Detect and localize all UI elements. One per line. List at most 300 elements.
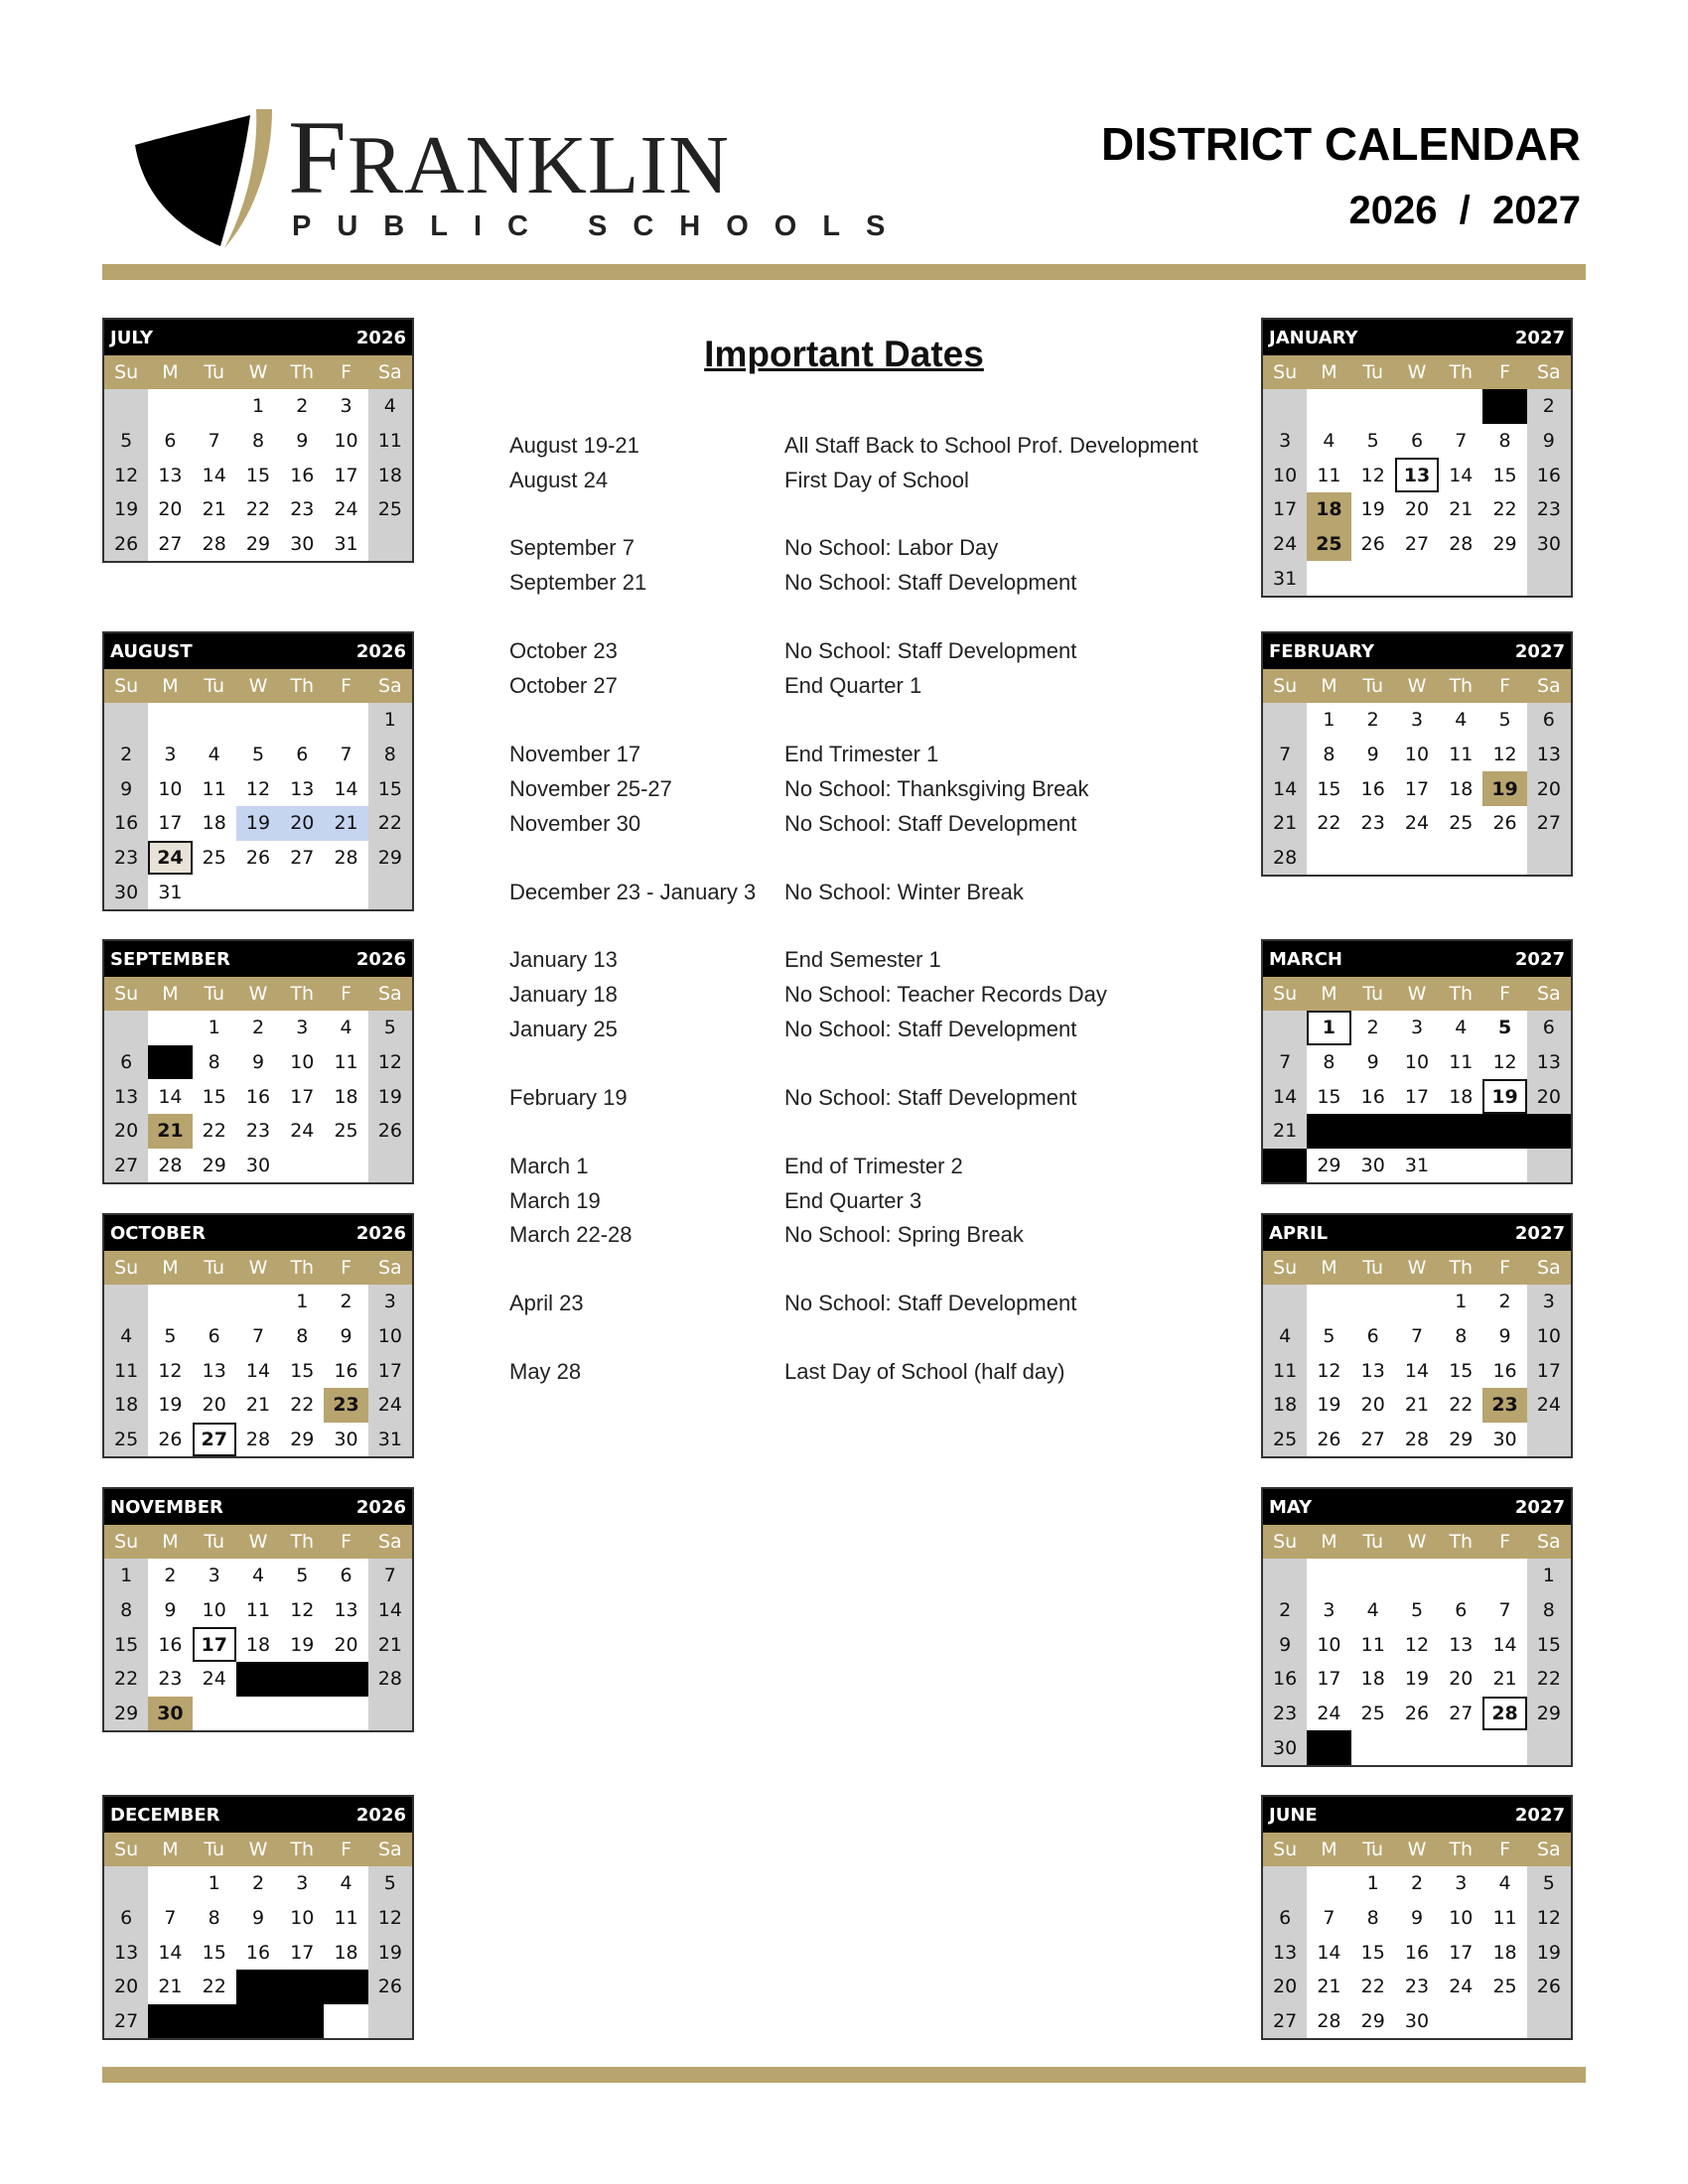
day-cell: 14	[1263, 1079, 1307, 1114]
weekday-label: Tu	[204, 1531, 225, 1553]
weekday-label: F	[1499, 1839, 1511, 1860]
day-cell: 10	[1527, 1319, 1571, 1354]
day-cell: 25	[1263, 1423, 1307, 1457]
day-cell: 1	[1307, 1011, 1350, 1045]
month-header	[104, 941, 412, 977]
day-cell: 16	[245, 1941, 271, 1964]
day-cell: 29	[1492, 533, 1517, 556]
weekday-label: Tu	[204, 675, 225, 697]
weekday-label: Th	[290, 1257, 315, 1279]
day-cell: 22	[202, 1120, 226, 1143]
empty-day-cell	[1263, 389, 1307, 424]
day-cell: 9	[251, 1051, 265, 1074]
month-name: DECEMBER	[110, 1804, 220, 1826]
day-cell: 14	[1449, 464, 1474, 486]
day-cell: 16	[1263, 1662, 1307, 1697]
day-cell: 3	[1263, 424, 1307, 459]
day-cell: 20	[1263, 1970, 1307, 2004]
day-cell: 15	[104, 1627, 148, 1662]
day-cell: 24	[290, 1120, 315, 1143]
month-calendar-february	[1261, 631, 1573, 877]
empty-day-cell	[148, 703, 192, 738]
empty-day-cell	[1439, 389, 1482, 424]
weekday-label: W	[248, 1257, 268, 1279]
day-cell: 25	[104, 1423, 148, 1457]
day-cell: 21	[1492, 1668, 1517, 1691]
day-cell: 11	[202, 777, 226, 800]
day-cell: 19	[290, 1633, 315, 1656]
weekday-label: M	[1321, 675, 1337, 697]
day-cell: 21	[245, 1394, 271, 1417]
event-description: End Trimester 1	[784, 742, 939, 766]
day-cell: 20	[202, 1394, 226, 1417]
day-cell: 21	[368, 1627, 412, 1662]
empty-day-cell	[1395, 389, 1439, 424]
month-header	[104, 1797, 412, 1833]
empty-day-cell	[1527, 561, 1571, 596]
weekday-label: F	[341, 1839, 352, 1860]
day-cell: 19	[1360, 498, 1385, 521]
day-cell: 27	[1263, 2004, 1307, 2039]
day-cell: 7	[1455, 430, 1468, 453]
day-cell: 26	[104, 527, 148, 562]
weekday-header-row	[1263, 977, 1571, 1011]
day-cell: 16	[1527, 458, 1571, 492]
empty-day-cell	[1351, 561, 1395, 596]
day-cell: 9	[251, 1907, 265, 1930]
day-cell: 10	[1317, 1633, 1341, 1656]
month-name: JULY	[110, 327, 154, 348]
day-cell: 25	[1449, 812, 1474, 835]
day-cell: 25	[1360, 1703, 1385, 1725]
month-calendar-may	[1261, 1487, 1573, 1767]
weekday-label: Tu	[1362, 983, 1384, 1005]
day-cell: 24	[280, 1970, 324, 2004]
event-date: September 7	[509, 535, 634, 560]
day-cell: 28	[1449, 533, 1474, 556]
day-cell: 29	[1360, 2010, 1385, 2033]
day-grid	[104, 1011, 412, 1182]
empty-day-cell	[368, 527, 412, 562]
day-cell: 24	[1404, 812, 1430, 835]
day-cell: 21	[1449, 498, 1474, 521]
empty-day-cell	[1263, 703, 1307, 738]
day-cell: 2	[1410, 1872, 1424, 1895]
empty-day-cell	[236, 1697, 280, 1731]
event-description: Last Day of School (half day)	[784, 1359, 1065, 1384]
day-cell: 17	[1527, 1353, 1571, 1388]
month-header	[1263, 1797, 1571, 1833]
month-year: 2026	[355, 1222, 406, 1244]
day-cell: 31	[280, 2004, 324, 2039]
day-cell: 8	[208, 1051, 220, 1074]
event-description: No School: Staff Development	[784, 638, 1077, 663]
event-date: March 1	[509, 1154, 589, 1178]
day-cell: 9	[1263, 1627, 1307, 1662]
day-cell: 23	[104, 841, 148, 876]
weekday-label: Sa	[377, 1531, 402, 1553]
brand-name: FRANKLIN	[288, 99, 730, 215]
weekday-label: F	[1499, 1531, 1511, 1553]
empty-day-cell	[104, 703, 148, 738]
day-cell: 23	[1360, 812, 1385, 835]
day-cell: 28	[1317, 2010, 1341, 2033]
weekday-label: F	[1499, 983, 1511, 1005]
empty-day-cell	[280, 875, 324, 909]
day-cell: 6	[296, 744, 309, 766]
day-cell: 27	[290, 847, 315, 870]
empty-day-cell	[1351, 841, 1395, 876]
day-cell: 21	[324, 806, 367, 841]
day-cell: 15	[1317, 1085, 1341, 1108]
day-cell: 2	[251, 1017, 265, 1039]
day-cell: 7	[1498, 1599, 1511, 1622]
day-cell: 30	[1404, 2010, 1430, 2033]
empty-day-cell	[1307, 561, 1350, 596]
weekday-label: M	[1321, 1839, 1337, 1860]
weekday-header-row	[1263, 1525, 1571, 1559]
day-cell: 18	[1360, 1668, 1385, 1691]
day-cell: 29	[1317, 1155, 1341, 1177]
day-cell: 4	[340, 1017, 352, 1039]
weekday-label: F	[341, 983, 352, 1005]
empty-day-cell	[104, 1285, 148, 1319]
day-cell: 13	[1527, 1045, 1571, 1080]
day-cell: 3	[1410, 709, 1424, 732]
day-cell: 11	[245, 1599, 271, 1622]
day-cell: 21	[202, 498, 226, 521]
day-cell: 12	[158, 1359, 183, 1382]
month-name: SEPTEMBER	[110, 948, 230, 970]
empty-day-cell	[324, 875, 367, 909]
empty-day-cell	[1482, 841, 1526, 876]
day-cell: 21	[158, 1976, 183, 1998]
empty-day-cell	[1439, 2004, 1482, 2039]
weekday-header-row	[1263, 1833, 1571, 1866]
day-cell: 22	[1527, 1662, 1571, 1697]
day-cell: 17	[290, 1085, 315, 1108]
day-cell: 7	[1263, 1045, 1307, 1080]
event-description: No School: Spring Break	[784, 1222, 1024, 1247]
day-cell: 4	[1498, 1872, 1511, 1895]
day-cell: 8	[1527, 1593, 1571, 1628]
day-cell: 29	[202, 1155, 226, 1177]
day-cell: 29	[290, 1429, 315, 1451]
day-cell: 13	[202, 1359, 226, 1382]
day-cell: 18	[1449, 1085, 1474, 1108]
empty-day-cell	[236, 875, 280, 909]
month-header	[1263, 320, 1571, 355]
empty-day-cell	[148, 1011, 192, 1045]
empty-day-cell	[368, 1697, 412, 1731]
day-cell: 21	[1263, 806, 1307, 841]
empty-day-cell	[1395, 561, 1439, 596]
day-cell: 19	[158, 1394, 183, 1417]
day-cell: 10	[1263, 458, 1307, 492]
day-cell: 26	[1527, 1970, 1571, 2004]
day-cell: 7	[208, 430, 220, 453]
day-cell: 31	[158, 881, 183, 903]
day-cell: 29	[245, 533, 271, 556]
day-cell: 23	[158, 1668, 183, 1691]
weekday-label: Su	[1273, 1839, 1298, 1860]
day-cell: 27	[193, 1423, 236, 1457]
day-cell: 11	[334, 1051, 358, 1074]
weekday-header-row	[104, 1833, 412, 1866]
day-cell: 27	[104, 2004, 148, 2039]
weekday-label: W	[248, 983, 268, 1005]
weekday-label: Su	[1273, 1257, 1298, 1279]
empty-day-cell	[1439, 1559, 1482, 1593]
day-cell: 15	[1527, 1627, 1571, 1662]
day-grid	[1263, 1559, 1571, 1765]
weekday-label: Th	[1449, 1839, 1474, 1860]
day-cell: 2	[1366, 709, 1379, 732]
day-cell: 7	[148, 1045, 192, 1080]
day-cell: 25	[202, 847, 226, 870]
weekday-label: M	[162, 675, 179, 697]
day-cell: 13	[158, 464, 183, 486]
weekday-label: Tu	[204, 1257, 225, 1279]
day-cell: 1	[251, 395, 265, 418]
empty-day-cell	[324, 1697, 367, 1731]
empty-day-cell	[1263, 1559, 1307, 1593]
day-cell: 26	[1492, 812, 1517, 835]
day-cell: 14	[334, 777, 358, 800]
day-cell: 31	[1307, 1730, 1350, 1765]
empty-day-cell	[280, 703, 324, 738]
day-cell: 15	[202, 1941, 226, 1964]
day-cell: 25	[368, 492, 412, 527]
day-cell: 28	[245, 1429, 271, 1451]
day-cell: 28	[1482, 1697, 1526, 1731]
day-grid	[104, 389, 412, 561]
empty-day-cell	[1351, 1559, 1395, 1593]
weekday-label: Su	[114, 1531, 139, 1553]
day-cell: 27	[104, 1149, 148, 1183]
event-date: January 18	[509, 982, 618, 1007]
day-cell: 28	[334, 847, 358, 870]
month-name: APRIL	[1269, 1222, 1329, 1244]
day-cell: 12	[1527, 1901, 1571, 1936]
day-cell: 1	[1366, 1872, 1379, 1895]
day-cell: 2	[1366, 1017, 1379, 1039]
day-cell: 5	[104, 424, 148, 459]
day-cell: 20	[334, 1633, 358, 1656]
day-cell: 1	[1455, 1291, 1468, 1313]
day-cell: 28	[1263, 841, 1307, 876]
day-cell: 2	[296, 395, 309, 418]
day-cell: 12	[245, 777, 271, 800]
weekday-label: M	[1321, 1531, 1337, 1553]
day-cell: 23	[1404, 1976, 1430, 1998]
day-cell: 22	[245, 498, 271, 521]
day-cell: 5	[251, 744, 265, 766]
day-cell: 13	[104, 1935, 148, 1970]
empty-day-cell	[324, 1149, 367, 1183]
month-year: 2026	[355, 327, 406, 348]
empty-day-cell	[1439, 841, 1482, 876]
weekday-label: Sa	[1536, 675, 1561, 697]
day-cell: 14	[1263, 771, 1307, 806]
day-cell: 6	[1527, 703, 1571, 738]
day-cell: 15	[368, 771, 412, 806]
event-date: August 19-21	[509, 433, 639, 458]
day-cell: 26	[1317, 1429, 1341, 1451]
weekday-label: Su	[114, 675, 139, 697]
day-cell: 25	[324, 1970, 367, 2004]
day-cell: 21	[1404, 1394, 1430, 1417]
day-cell: 8	[1366, 1907, 1379, 1930]
day-cell: 30	[1527, 527, 1571, 562]
day-cell: 5	[296, 1565, 309, 1587]
weekday-label: Sa	[377, 361, 402, 383]
day-cell: 15	[202, 1085, 226, 1108]
day-cell: 9	[296, 430, 309, 453]
weekday-label: M	[162, 983, 179, 1005]
day-cell: 14	[1317, 1941, 1341, 1964]
weekday-label: M	[162, 1839, 179, 1860]
day-grid	[1263, 1011, 1571, 1182]
day-cell: 20	[280, 806, 324, 841]
day-cell: 30	[245, 1155, 271, 1177]
day-cell: 3	[208, 1565, 220, 1587]
day-cell: 25	[1492, 1976, 1517, 1998]
day-cell: 10	[290, 1051, 315, 1074]
day-cell: 14	[245, 1359, 271, 1382]
day-cell: 5	[1323, 1325, 1336, 1348]
empty-day-cell	[236, 1285, 280, 1319]
month-header	[1263, 633, 1571, 669]
day-cell: 4	[368, 389, 412, 424]
day-cell: 23	[324, 1388, 367, 1423]
empty-day-cell	[1395, 841, 1439, 876]
event-date: March 19	[509, 1188, 601, 1213]
event-description: No School: Thanksgiving Break	[784, 776, 1089, 801]
weekday-label: Su	[1273, 983, 1298, 1005]
event-description: End Semester 1	[784, 947, 941, 972]
day-cell: 20	[158, 498, 183, 521]
day-cell: 22	[202, 1976, 226, 1998]
empty-day-cell	[324, 703, 367, 738]
day-cell: 30	[1360, 1155, 1385, 1177]
day-cell: 23	[1482, 1388, 1526, 1423]
month-year: 2026	[355, 1804, 406, 1826]
day-cell: 29	[1527, 1697, 1571, 1731]
day-cell: 14	[158, 1085, 183, 1108]
day-cell: 24	[202, 1668, 226, 1691]
month-header	[104, 320, 412, 355]
day-cell: 4	[340, 1872, 352, 1895]
day-cell: 4	[1366, 1599, 1379, 1622]
day-cell: 3	[296, 1872, 309, 1895]
day-cell: 17	[158, 812, 183, 835]
day-cell: 15	[1492, 464, 1517, 486]
weekday-label: M	[1321, 983, 1337, 1005]
day-cell: 23	[1263, 1697, 1307, 1731]
empty-day-cell	[1527, 1423, 1571, 1457]
weekday-label: Sa	[377, 675, 402, 697]
day-cell: 18	[334, 1941, 358, 1964]
day-cell: 6	[340, 1565, 352, 1587]
day-cell: 16	[334, 1359, 358, 1382]
day-cell: 29	[193, 2004, 236, 2039]
day-grid	[1263, 703, 1571, 875]
weekday-label: F	[1499, 675, 1511, 697]
day-cell: 20	[1527, 771, 1571, 806]
day-cell: 31	[1404, 1155, 1430, 1177]
day-cell: 12	[290, 1599, 315, 1622]
day-cell: 16	[104, 806, 148, 841]
month-year: 2027	[1514, 948, 1565, 970]
day-cell: 11	[334, 1907, 358, 1930]
event-date: November 25-27	[509, 776, 672, 801]
day-cell: 16	[1360, 777, 1385, 800]
empty-day-cell	[193, 875, 236, 909]
empty-day-cell	[280, 1697, 324, 1731]
empty-day-cell	[236, 703, 280, 738]
day-cell: 11	[104, 1353, 148, 1388]
day-cell: 2	[1498, 1291, 1511, 1313]
header-divider	[102, 264, 1586, 280]
day-cell: 5	[368, 1011, 412, 1045]
day-cell: 18	[104, 1388, 148, 1423]
day-cell: 30	[1263, 1730, 1307, 1765]
weekday-label: W	[248, 675, 268, 697]
day-cell: 5	[1366, 430, 1379, 453]
day-cell: 10	[202, 1599, 226, 1622]
day-cell: 12	[368, 1045, 412, 1080]
empty-day-cell	[1439, 1730, 1482, 1765]
empty-day-cell	[1263, 1285, 1307, 1319]
event-date: January 13	[509, 947, 618, 972]
day-cell: 17	[1263, 492, 1307, 527]
month-calendar-october	[102, 1213, 414, 1458]
day-cell: 19	[368, 1079, 412, 1114]
empty-day-cell	[1263, 1866, 1307, 1901]
month-header	[104, 1215, 412, 1251]
month-year: 2027	[1514, 1496, 1565, 1518]
weekday-label: Th	[290, 1531, 315, 1553]
day-cell: 14	[158, 1941, 183, 1964]
empty-day-cell	[368, 2004, 412, 2039]
day-cell: 30	[290, 533, 315, 556]
month-name: JUNE	[1269, 1804, 1318, 1826]
weekday-label: W	[248, 1531, 268, 1553]
empty-day-cell	[104, 1866, 148, 1901]
weekday-label: Su	[1273, 361, 1298, 383]
day-cell: 7	[1263, 738, 1307, 772]
day-cell: 28	[368, 1662, 412, 1697]
day-cell: 12	[1360, 464, 1385, 486]
day-cell: 18	[334, 1085, 358, 1108]
empty-day-cell	[193, 703, 236, 738]
school-year: 2026 / 2027	[1348, 189, 1581, 232]
day-cell: 15	[1360, 1941, 1385, 1964]
day-cell: 29	[1449, 1429, 1474, 1451]
day-cell: 10	[334, 430, 358, 453]
month-header	[104, 1489, 412, 1525]
event-description: No School: Staff Development	[784, 811, 1077, 836]
weekday-label: M	[162, 1531, 179, 1553]
empty-day-cell	[1307, 1559, 1350, 1593]
day-cell: 28	[148, 2004, 192, 2039]
empty-day-cell	[1482, 1559, 1526, 1593]
empty-day-cell	[1527, 841, 1571, 876]
weekday-label: Th	[290, 1839, 315, 1860]
day-cell: 8	[368, 738, 412, 772]
day-cell: 6	[1366, 1325, 1379, 1348]
